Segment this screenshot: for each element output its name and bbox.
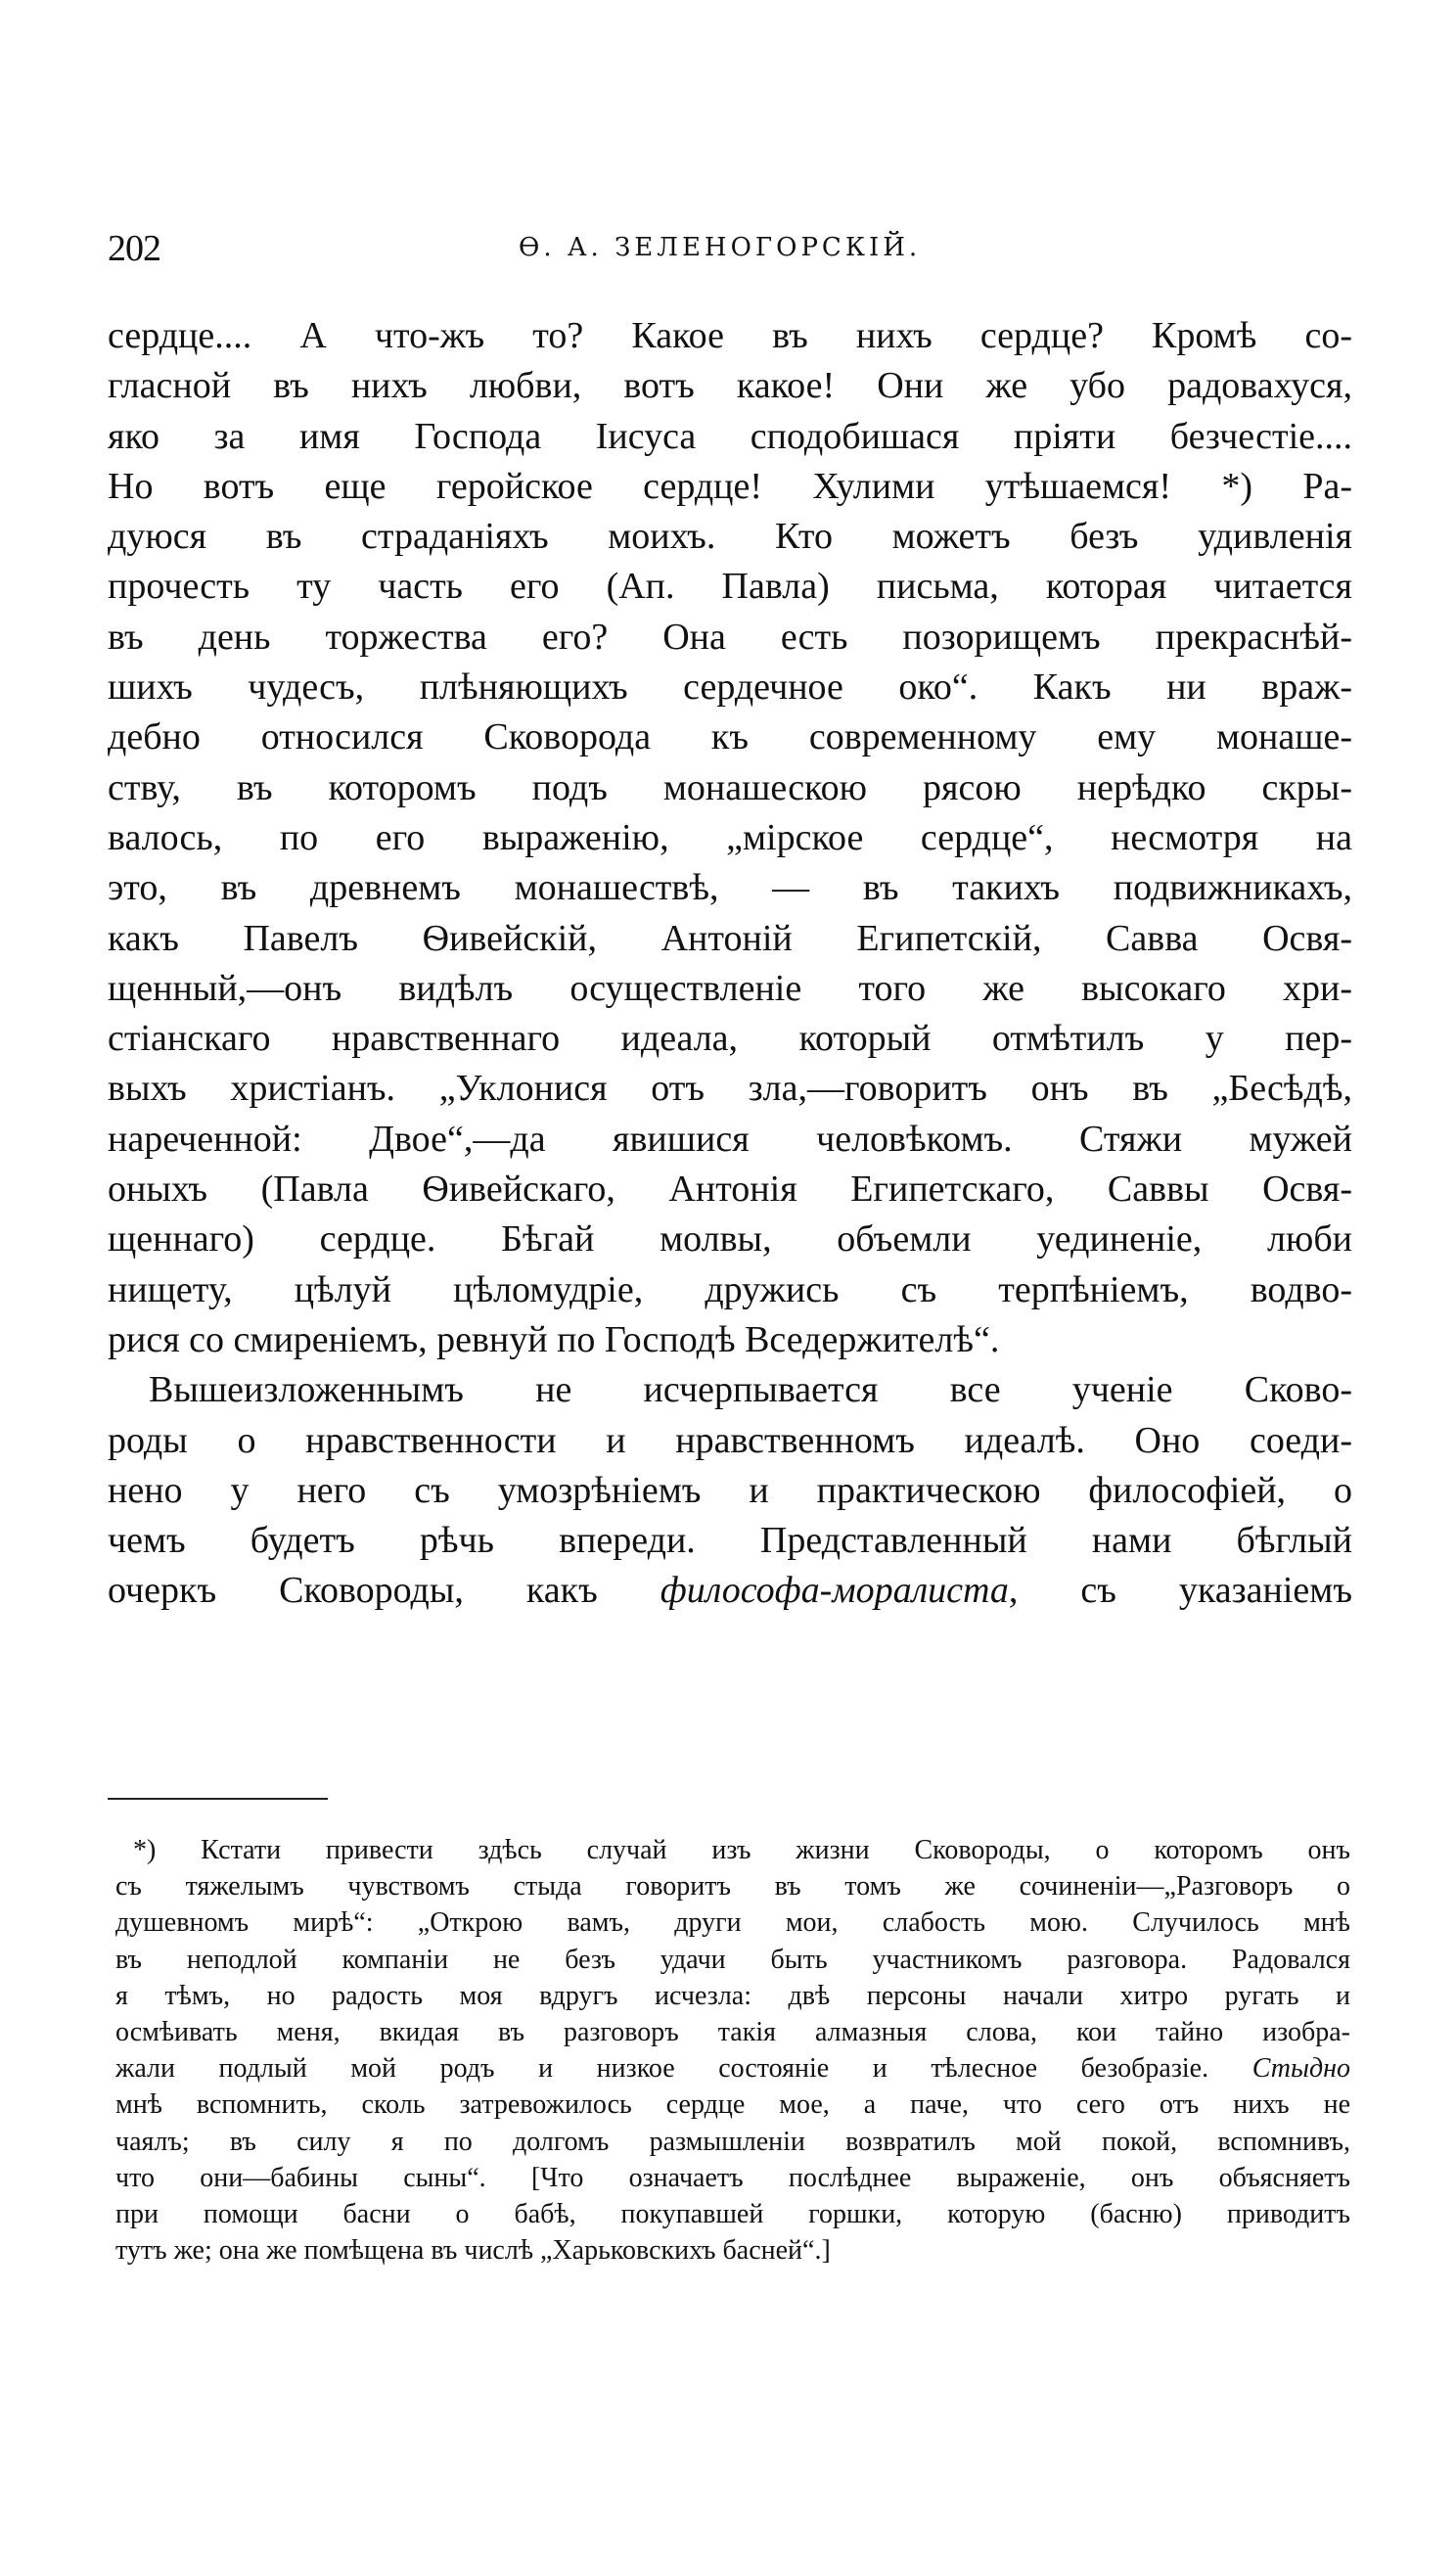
italic-emphasis: философа-моралиста	[660, 1570, 1009, 1612]
text-line: щеннаго) сердце. Бѣгай молвы, объемли уединеніе, люби	[108, 1218, 1352, 1261]
text-line: щенный,—онъ видѣлъ осуществленіе того же высокаго хри-	[108, 967, 1352, 1009]
text-line: это, въ древнемъ монашествѣ, — въ такихъ подвижникахъ,	[108, 867, 1352, 909]
running-title: Ѳ. А. ЗЕЛЕНОГОРСКІЙ.	[519, 233, 922, 262]
footnote-separator	[108, 1798, 328, 1800]
text-run: жали подлый мой родъ и низкое состояніе и тѣлесное безобразіе.	[115, 2053, 1252, 2085]
paragraph-1	[108, 311, 1352, 1365]
footnote-line: *) Кстати привести здѣсь случай изъ жизни Сковороды, о которомъ онъ	[133, 1835, 1350, 1865]
text-line: нено у него съ умозрѣніемъ и практическою философіей, о	[108, 1469, 1352, 1511]
text-line: яко за имя Господа Іисуса сподобишася пріяти безчестіе....	[108, 415, 1352, 457]
text-line: чемъ будетъ рѣчь впереди. Представленный нами бѣглый	[108, 1520, 1352, 1562]
text-line: оныхъ (Павла Ѳивейскаго, Антонія Египетскаго, Саввы Освя-	[108, 1169, 1352, 1211]
footnote-line: чаялъ; въ силу я по долгомъ размышленіи возвратилъ мой покой, вспомнивъ,	[115, 2126, 1350, 2157]
footnote-line: тутъ же; она же помѣщена въ числѣ „Харьковскихъ басней“.]	[115, 2235, 831, 2267]
text-line: ству, въ которомъ подъ монашескою рясою нерѣдко скры-	[108, 766, 1352, 808]
page-number: 202	[108, 228, 160, 269]
text-line: рися со смиреніемъ, ревнуй по Господѣ Вседержителѣ“.	[108, 1318, 1000, 1360]
text-line: Но вотъ еще геройское сердце! Хулими утѣшаемся! *) Ра-	[108, 465, 1352, 507]
italic-emphasis: Стыдно	[1251, 2053, 1350, 2085]
main-text	[108, 311, 1352, 1617]
text-line: нареченной: Двое“,—да явишися человѣкомъ. Стяжи мужей	[108, 1118, 1352, 1160]
text-line: валось, по его выраженію, „мірское сердце“, несмотря на	[108, 816, 1352, 858]
text-line: въ день торжества его? Она есть позорищемъ прекраснѣй-	[108, 616, 1352, 658]
footnote-line: осмѣивать меня, вкидая въ разговоръ такія алмазныя слова, кои тайно изобра-	[115, 2016, 1350, 2047]
text-run: очеркъ Сковороды, какъ	[108, 1570, 660, 1612]
text-line: роды о нравственности и нравственномъ идеалѣ. Оно соеди-	[108, 1419, 1352, 1461]
text-line: выхъ христіанъ. „Уклонися отъ зла,—говоритъ онъ въ „Бесѣдѣ,	[108, 1068, 1352, 1110]
footnote-line: душевномъ мирѣ“: „Открою вамъ, други мои, слабость мою. Случилось мнѣ	[115, 1907, 1350, 1939]
text-line: сердце.... А что-жъ то? Какое въ нихъ сердце? Кромѣ со-	[108, 315, 1352, 356]
text-line: какъ Павелъ Ѳивейскій, Антоній Египетскій, Савва Освя-	[108, 917, 1352, 959]
text-run: , съ указаніемъ	[1008, 1570, 1352, 1612]
text-line: гласной въ нихъ любви, вотъ какое! Они же убо радовахуся,	[108, 365, 1352, 407]
footnote-line: я тѣмъ, но радость моя вдругъ исчезла: двѣ персоны начали хитро ругать и	[115, 1980, 1350, 2011]
text-line: дуюся въ страданіяхъ моихъ. Кто можетъ безъ удивленія	[108, 516, 1352, 558]
footnote-line	[115, 2050, 1350, 2086]
text-line: стіанскаго нравственнаго идеала, который отмѣтилъ у пер-	[108, 1018, 1352, 1060]
text-line: нищету, цѣлуй цѣломудріе, дружись съ терпѣніемъ, водво-	[108, 1268, 1352, 1310]
footnote-line: что они—бабины сыны“. [Что означаетъ послѣднее выраженіе, онъ объясняетъ	[115, 2162, 1350, 2193]
page-header	[108, 227, 1352, 276]
footnote-line: при помощи басни о бабѣ, покупавшей горшки, которую (басню) приводитъ	[115, 2198, 1350, 2229]
footnote	[115, 1832, 1350, 2269]
footnote-line: мнѣ вспомнить, сколь затревожилось сердце мое, а паче, что сего отъ нихъ не	[115, 2089, 1350, 2121]
text-line: шихъ чудесъ, плѣняющихъ сердечное око“. Какъ ни враж-	[108, 666, 1352, 709]
text-line: Вышеизложеннымъ не исчерпывается все ученіе Сково-	[149, 1369, 1352, 1411]
text-line	[108, 1566, 1352, 1616]
text-line: прочесть ту часть его (Ап. Павла) письма, которая читается	[108, 566, 1352, 608]
text-line: дебно относился Сковорода къ современному ему монаше-	[108, 716, 1352, 758]
footnote-line: въ неподлой компаніи не безъ удачи быть участникомъ разговора. Радовался	[115, 1944, 1350, 1975]
footnote-line: съ тяжелымъ чувствомъ стыда говоритъ въ томъ же сочиненіи—„Разговоръ о	[115, 1871, 1350, 1903]
paragraph-2	[108, 1365, 1352, 1616]
